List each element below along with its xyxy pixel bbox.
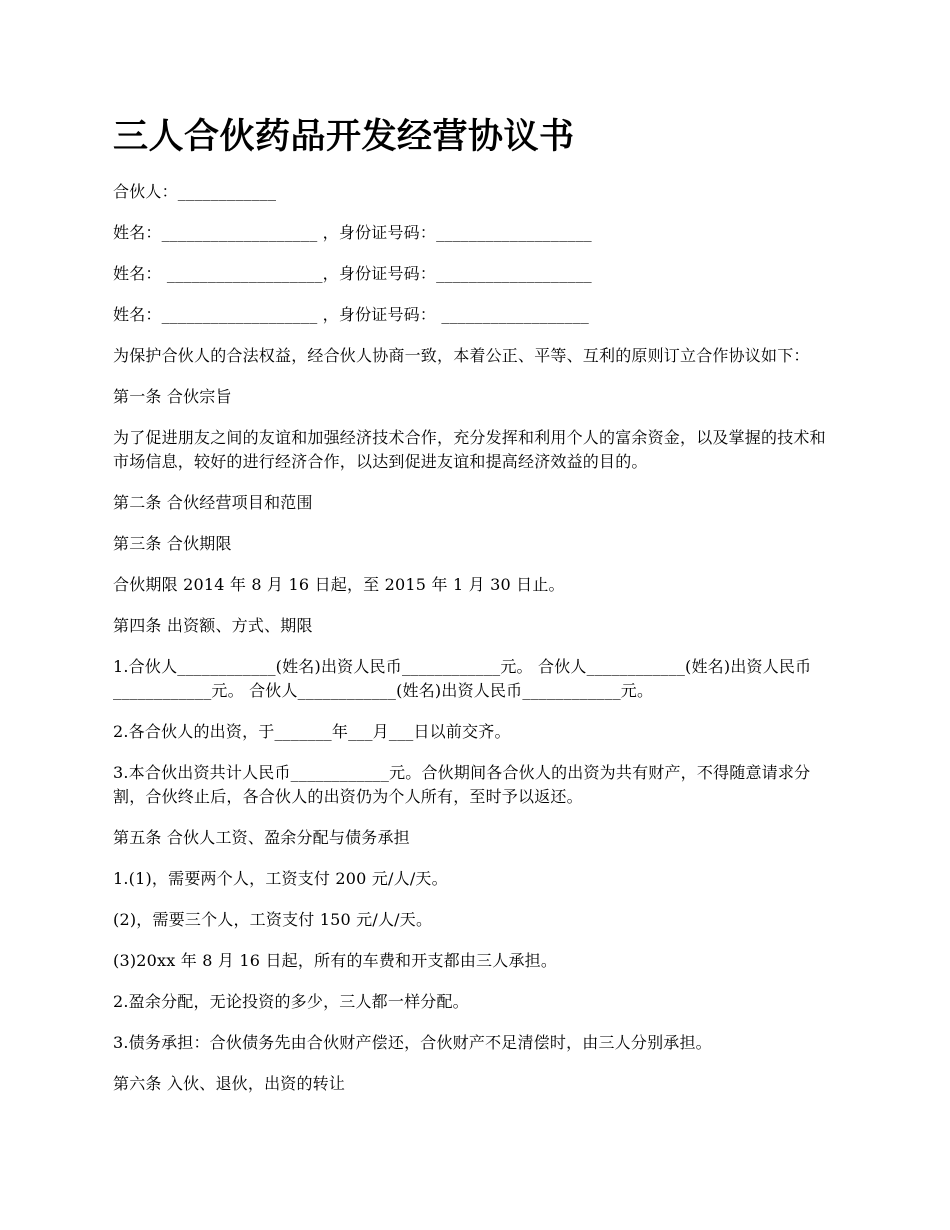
partner-1-name-id-line: 姓名：___________________ ，身份证号码：___________________ bbox=[113, 223, 592, 242]
document-title: 三人合伙药品开发经营协议书 bbox=[113, 117, 575, 157]
article-2-heading: 第二条 合伙经营项目和范围 bbox=[113, 493, 313, 512]
article-5-heading: 第五条 合伙人工资、盈余分配与债务承担 bbox=[113, 828, 410, 847]
article-1-heading: 第一条 合伙宗旨 bbox=[113, 387, 232, 406]
article-3-heading: 第三条 合伙期限 bbox=[113, 534, 232, 553]
article-4-item-2: 2.各合伙人的出资，于_______年___月___日以前交齐。 bbox=[113, 722, 511, 741]
document-page bbox=[113, 112, 841, 1113]
article-1-body: 为了促进朋友之间的友谊和加强经济技术合作，充分发挥和利用个人的富余资金，以及掌握的技术和市场信息，较好的进行经济合作，以达到促进友谊和提高经济效益的目的。 bbox=[113, 428, 826, 471]
partner-2-name-id-line: 姓名： ___________________，身份证号码：___________________ bbox=[113, 264, 592, 283]
article-5-item-1-1: 1.(1)，需要两个人，工资支付 200 元/人/天。 bbox=[113, 869, 448, 888]
article-4-item-1: 1.合伙人____________(姓名)出资人民币____________元。 合伙人____________(姓名)出资人民币____________元。 合伙人____________(姓名)出资人民币____________元。 bbox=[113, 657, 812, 700]
article-5-item-3: 3.债务承担：合伙债务先由合伙财产偿还，合伙财产不足清偿时，由三人分别承担。 bbox=[113, 1033, 712, 1052]
article-4-heading: 第四条 出资额、方式、期限 bbox=[113, 616, 313, 635]
article-3-body: 合伙期限 2014 年 8 月 16 日起，至 2015 年 1 月 30 日止。 bbox=[113, 575, 565, 594]
article-4-item-3: 3.本合伙出资共计人民币____________元。合伙期间各合伙人的出资为共有财产，不得随意请求分割，合伙终止后，各合伙人的出资仍为个人所有，至时予以返还。 bbox=[113, 763, 811, 806]
article-5-item-1-3: (3)20xx 年 8 月 16 日起，所有的车费和开支都由三人承担。 bbox=[113, 951, 558, 970]
article-6-heading: 第六条 入伙、退伙，出资的转让 bbox=[113, 1074, 346, 1093]
partner-3-name-id-line: 姓名：___________________ ，身份证号码： __________________ bbox=[113, 305, 589, 324]
article-5-item-2: 2.盈余分配，无论投资的多少，三人都一样分配。 bbox=[113, 992, 469, 1011]
partner-line: 合伙人：____________ bbox=[113, 182, 277, 201]
article-5-item-1-2: (2)，需要三个人，工资支付 150 元/人/天。 bbox=[113, 910, 433, 929]
preamble-paragraph: 为保护合伙人的合法权益，经合伙人协商一致，本着公正、平等、互利的原则订立合作协议如下： bbox=[113, 346, 810, 365]
